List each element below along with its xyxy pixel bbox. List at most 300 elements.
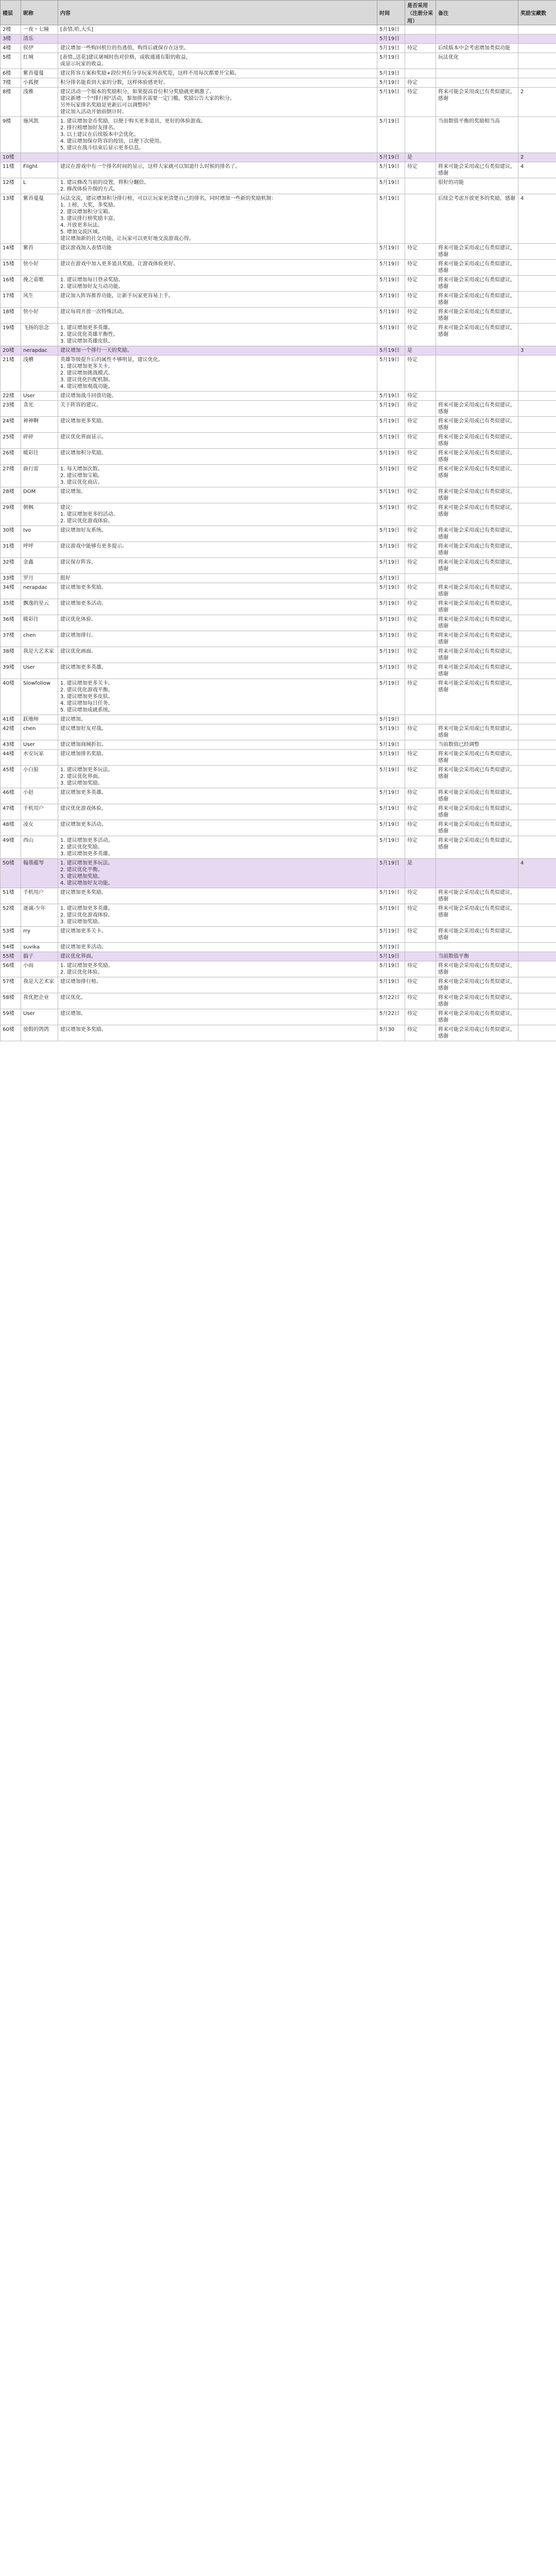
cell-reward xyxy=(518,977,556,993)
cell-content: 建议增加。 xyxy=(58,715,377,724)
cell-note: 将来可能会采用或已有类似建议，感谢 xyxy=(436,401,518,417)
cell-content: 1. 建议增加更多玩法。 2. 建议优化平衡。 3. 建议增加奖励。 4. 建议增加好友功能。 xyxy=(58,859,377,888)
cell-note: 将来可能会采用或已有类似建议，感谢 xyxy=(436,449,518,465)
cell-adopted: 待定 xyxy=(405,433,436,449)
table-row xyxy=(1,1009,556,1025)
table-row xyxy=(1,943,556,952)
cell-note: 将来可能会采用或已有类似建议，感谢 xyxy=(436,631,518,647)
cell-adopted: 待定 xyxy=(405,927,436,943)
cell-time: 5月19日 xyxy=(377,904,405,927)
cell-note: 玩法优化 xyxy=(436,53,518,69)
table-row xyxy=(1,740,556,750)
cell-content: 1. 建议增加每日登录奖励。 2. 建议增加好友互动功能。 xyxy=(58,276,377,292)
cell-note: 很好的功能 xyxy=(436,178,518,194)
table-row xyxy=(1,1025,556,1041)
cell-adopted: 待定 xyxy=(405,583,436,599)
cell-nickname: DOM xyxy=(21,487,58,503)
table-row xyxy=(1,355,556,392)
cell-nickname: 手机用户 xyxy=(21,804,58,820)
cell-nickname: Ivo xyxy=(21,526,58,542)
cell-floor: 14楼 xyxy=(1,244,21,260)
cell-adopted: 待定 xyxy=(405,162,436,178)
cell-note: 将来可能会采用或已有类似建议，感谢 xyxy=(436,663,518,679)
cell-note: 将来可能会采用或已有类似建议，感谢 xyxy=(436,526,518,542)
cell-floor: 11楼 xyxy=(1,162,21,178)
cell-floor: 51楼 xyxy=(1,888,21,904)
cell-floor: 33楼 xyxy=(1,574,21,583)
header-nickname: 昵称 xyxy=(21,1,58,25)
cell-note: 将来可能会采用或已有类似建议，感谢 xyxy=(436,292,518,308)
cell-time: 5月19日 xyxy=(377,574,405,583)
cell-time: 5月19日 xyxy=(377,308,405,324)
cell-note: 当前数值平衡的奖励相当高 xyxy=(436,117,518,153)
cell-reward xyxy=(518,820,556,836)
cell-note: 将来可能会采用或已有类似建议，感谢 xyxy=(436,820,518,836)
cell-content: 1. 建议增加更多英雄。 2. 建议优化游戏体验。 3. 建议增加奖励。 xyxy=(58,904,377,927)
table-row xyxy=(1,44,556,53)
cell-reward xyxy=(518,25,556,35)
cell-content: 玩法交流，建议增加积分排行榜，可以让玩家更清楚自己的排名，同时增加一些新的奖励机制： 1. 上榜，大奖，多奖励。 2. 建议增加积分宝箱。 3. 建议排行榜奖励丰富。 4. 开放更多玩法。 5. 增加交流区域。 建议增加新的社交功能，让玩家可以更好地交流游戏心得。 xyxy=(58,194,377,244)
cell-reward xyxy=(518,663,556,679)
cell-content: [表情,,送花]建议屠城时伤对价格，或收通通有限的收益， 或显示玩家的收益。 xyxy=(58,53,377,69)
cell-content: 建议增加更多奖励。 xyxy=(58,417,377,433)
cell-reward xyxy=(518,53,556,69)
cell-nickname: 曲行雷 xyxy=(21,465,58,487)
cell-adopted: 待定 xyxy=(405,804,436,820)
table-row xyxy=(1,631,556,647)
table-row xyxy=(1,433,556,449)
cell-floor: 57楼 xyxy=(1,977,21,993)
cell-note xyxy=(436,346,518,355)
cell-adopted: 待定 xyxy=(405,820,436,836)
table-row xyxy=(1,615,556,631)
cell-time: 5月19日 xyxy=(377,292,405,308)
cell-adopted: 是 xyxy=(405,153,436,162)
cell-note: 将来可能会采用或已有类似建议，感谢 xyxy=(436,615,518,631)
cell-time: 5月19日 xyxy=(377,663,405,679)
cell-adopted: 待定 xyxy=(405,417,436,433)
cell-floor: 24楼 xyxy=(1,417,21,433)
cell-adopted: 待定 xyxy=(405,487,436,503)
table-row xyxy=(1,487,556,503)
cell-reward xyxy=(518,401,556,417)
cell-nickname: 暖彩往 xyxy=(21,449,58,465)
cell-time: 5月19日 xyxy=(377,715,405,724)
cell-note: 将来可能会采用或已有类似建议，感谢 xyxy=(436,276,518,292)
cell-content: 建议增加更多奖励。 xyxy=(58,888,377,904)
cell-content: 建议增加积分奖励。 xyxy=(58,449,377,465)
cell-content: 建议增加。 xyxy=(58,487,377,503)
cell-content: 建议增加更多活动。 xyxy=(58,599,377,615)
cell-time: 5月19日 xyxy=(377,952,405,961)
table-row xyxy=(1,292,556,308)
table-row xyxy=(1,244,556,260)
cell-nickname: Flight xyxy=(21,162,58,178)
cell-adopted: 待定 xyxy=(405,615,436,631)
cell-nickname: Slowfollow xyxy=(21,679,58,715)
table-row xyxy=(1,952,556,961)
cell-time: 5月19日 xyxy=(377,583,405,599)
cell-adopted: 待定 xyxy=(405,888,436,904)
cell-nickname: 小雨 xyxy=(21,961,58,977)
cell-time: 5月19日 xyxy=(377,836,405,859)
table-row xyxy=(1,260,556,276)
cell-note: 将来可能会采用或已有类似建议，感谢 xyxy=(436,1009,518,1025)
cell-content: 建议增加一些购回机位的伤逃值，购得后就保存在这里。 xyxy=(58,44,377,53)
cell-content: 建议增加排名奖励。 xyxy=(58,750,377,766)
header-adopted: 是否采用（注册分采用） xyxy=(405,1,436,25)
cell-adopted: 待定 xyxy=(405,647,436,663)
table-row xyxy=(1,153,556,162)
table-row xyxy=(1,117,556,153)
cell-adopted: 待定 xyxy=(405,977,436,993)
cell-adopted: 待定 xyxy=(405,526,436,542)
cell-time: 5月19日 xyxy=(377,35,405,44)
cell-floor: 26楼 xyxy=(1,449,21,465)
cell-adopted: 待定 xyxy=(405,276,436,292)
cell-content: 积分排名能看到大家的分数，这样体验感更好。 xyxy=(58,78,377,88)
table-row xyxy=(1,346,556,355)
cell-adopted: 待定 xyxy=(405,355,436,392)
cell-nickname: User xyxy=(21,740,58,750)
cell-reward: 2 xyxy=(518,88,556,117)
cell-content: 建议增加战斗回放功能。 xyxy=(58,392,377,401)
cell-time: 5月19日 xyxy=(377,859,405,888)
cell-time: 5月19日 xyxy=(377,78,405,88)
cell-content: 建议增加好友对战。 xyxy=(58,724,377,740)
cell-note xyxy=(436,859,518,888)
cell-content: 建议增加更多活动。 xyxy=(58,943,377,952)
table-row xyxy=(1,542,556,558)
cell-adopted: 待定 xyxy=(405,244,436,260)
table-row xyxy=(1,820,556,836)
cell-note: 将来可能会采用或已有类似建议，感谢 xyxy=(436,766,518,788)
cell-time: 5月19日 xyxy=(377,977,405,993)
cell-floor: 39楼 xyxy=(1,663,21,679)
cell-note: 将来可能会采用或已有类似建议，感谢 xyxy=(436,487,518,503)
table-row xyxy=(1,804,556,820)
table-row xyxy=(1,599,556,615)
cell-reward xyxy=(518,631,556,647)
cell-adopted xyxy=(405,25,436,35)
cell-adopted: 待定 xyxy=(405,292,436,308)
cell-time: 5月19日 xyxy=(377,417,405,433)
cell-nickname: L xyxy=(21,178,58,194)
cell-reward xyxy=(518,836,556,859)
cell-adopted: 待定 xyxy=(405,1025,436,1041)
cell-note: 将来可能会采用或已有类似建议，感谢 xyxy=(436,750,518,766)
cell-nickname: 小白狼 xyxy=(21,766,58,788)
cell-content: 1. 建议增加更多英雄。 2. 建议优化英雄平衡性。 3. 建议增加英雄皮肤。 xyxy=(58,324,377,346)
cell-content: 1. 建议修改当前的设置，将积分翻倍。 2. 修改体验升级的方式。 xyxy=(58,178,377,194)
cell-content: 建议增加更多关卡。 xyxy=(58,927,377,943)
table-row xyxy=(1,859,556,888)
cell-time: 5月19日 xyxy=(377,53,405,69)
cell-note xyxy=(436,69,518,78)
cell-time: 5月19日 xyxy=(377,927,405,943)
cell-floor: 4楼 xyxy=(1,44,21,53)
cell-floor: 48楼 xyxy=(1,820,21,836)
cell-note: 将来可能会采用或已有类似建议，感谢 xyxy=(436,1025,518,1041)
cell-nickname: 逐诚-少年 xyxy=(21,904,58,927)
cell-reward xyxy=(518,647,556,663)
cell-time: 5月19日 xyxy=(377,647,405,663)
cell-content: 建议活动一个版本的奖励积分，如果提高首位积分奖励就更刺激了。 建议新增一个"排行榜"活动，参加排名需要一定门槛，奖励公告大家的积分。 另外玩家排名奖励是更新后可以调整吗？ 建议加入活动开始前倒计时。 xyxy=(58,88,377,117)
cell-time: 5月19日 xyxy=(377,117,405,153)
table-row xyxy=(1,750,556,766)
table-row xyxy=(1,679,556,715)
table-row xyxy=(1,69,556,78)
cell-reward xyxy=(518,615,556,631)
cell-content: 1. 建议增加更多奖励。 2. 建议优化体验。 xyxy=(58,961,377,977)
cell-content xyxy=(58,35,377,44)
cell-reward xyxy=(518,599,556,615)
cell-time: 5月19日 xyxy=(377,558,405,574)
cell-note: 将来可能会采用或已有类似建议，感谢 xyxy=(436,417,518,433)
cell-time: 5月19日 xyxy=(377,355,405,392)
cell-reward xyxy=(518,392,556,401)
table-row xyxy=(1,836,556,859)
cell-floor: 56楼 xyxy=(1,961,21,977)
header-note: 备注 xyxy=(436,1,518,25)
cell-note: 将来可能会采用或已有类似建议，感谢 xyxy=(436,465,518,487)
cell-floor: 19楼 xyxy=(1,324,21,346)
cell-note: 将来可能会采用或已有类似建议，感谢 xyxy=(436,904,518,927)
cell-nickname: 侯伊 xyxy=(21,44,58,53)
cell-note: 将来可能会采用或已有类似建议，感谢 xyxy=(436,542,518,558)
table-row xyxy=(1,904,556,927)
cell-adopted xyxy=(405,117,436,153)
table-row xyxy=(1,647,556,663)
cell-content: 建议游戏加入表情功能 xyxy=(58,244,377,260)
cell-time: 5月19日 xyxy=(377,631,405,647)
cell-nickname: 我是大艺术家 xyxy=(21,977,58,993)
cell-nickname: 朝枫 xyxy=(21,503,58,526)
cell-note xyxy=(436,25,518,35)
table-row xyxy=(1,276,556,292)
cell-reward xyxy=(518,993,556,1009)
table-row xyxy=(1,162,556,178)
cell-nickname: 浅雅 xyxy=(21,88,58,117)
cell-time: 5月19日 xyxy=(377,153,405,162)
cell-time: 5月19日 xyxy=(377,766,405,788)
cell-reward xyxy=(518,178,556,194)
cell-floor: 9楼 xyxy=(1,117,21,153)
cell-nickname: 一夜・七瞳 xyxy=(21,25,58,35)
cell-note: 将来可能会采用或已有类似建议，感谢 xyxy=(436,558,518,574)
cell-note: 将来可能会采用或已有类似建议，感谢 xyxy=(436,503,518,526)
table-row xyxy=(1,724,556,740)
cell-content: 建议增加。 xyxy=(58,1009,377,1025)
cell-adopted: 待定 xyxy=(405,260,436,276)
cell-adopted: 待定 xyxy=(405,308,436,324)
cell-time: 5月19日 xyxy=(377,740,405,750)
cell-floor: 41楼 xyxy=(1,715,21,724)
cell-content: 1. 建议增加更多活动。 2. 建议优化奖励。 3. 建议增加更多英雄。 xyxy=(58,836,377,859)
cell-floor: 20楼 xyxy=(1,346,21,355)
cell-reward: 4 xyxy=(518,162,556,178)
cell-floor: 53楼 xyxy=(1,927,21,943)
cell-floor: 22楼 xyxy=(1,392,21,401)
cell-adopted: 是 xyxy=(405,859,436,888)
cell-reward xyxy=(518,35,556,44)
header-content: 内容 xyxy=(58,1,377,25)
cell-nickname: 紫苔蔓蔓 xyxy=(21,194,58,244)
cell-reward xyxy=(518,355,556,392)
cell-content: 建议增加更多活动。 xyxy=(58,820,377,836)
cell-reward xyxy=(518,276,556,292)
cell-note: 当前数值平衡 xyxy=(436,952,518,961)
cell-content: 建议增加排行榜。 xyxy=(58,977,377,993)
cell-nickname: 快小好 xyxy=(21,260,58,276)
cell-reward xyxy=(518,558,556,574)
cell-time: 5月22日 xyxy=(377,1009,405,1025)
cell-nickname: 飞扬的思念 xyxy=(21,324,58,346)
cell-content: 1. 每天增加次数。 2. 建议增加宝箱。 3. 建议优化商店。 xyxy=(58,465,377,487)
cell-time: 5月19日 xyxy=(377,25,405,35)
cell-time: 5月19日 xyxy=(377,392,405,401)
cell-floor: 47楼 xyxy=(1,804,21,820)
cell-note: 将来可能会采用或已有类似建议，感谢 xyxy=(436,977,518,993)
cell-reward xyxy=(518,574,556,583)
cell-reward xyxy=(518,724,556,740)
cell-adopted: 待定 xyxy=(405,558,436,574)
cell-note xyxy=(436,392,518,401)
cell-floor: 50楼 xyxy=(1,859,21,888)
table-row xyxy=(1,449,556,465)
cell-reward xyxy=(518,542,556,558)
cell-note: 将来可能会采用或已有类似建议，感谢 xyxy=(436,724,518,740)
cell-time: 5月19日 xyxy=(377,961,405,977)
cell-floor: 28楼 xyxy=(1,487,21,503)
cell-nickname: 凌女 xyxy=(21,820,58,836)
table-row xyxy=(1,25,556,35)
cell-note: 后续会考虑开放更多的奖励，感谢 xyxy=(436,194,518,244)
cell-adopted: 待定 xyxy=(405,324,436,346)
cell-floor: 29楼 xyxy=(1,503,21,526)
cell-nickname: 施风凯 xyxy=(21,117,58,153)
cell-nickname: 水安玩家 xyxy=(21,750,58,766)
table-row xyxy=(1,308,556,324)
cell-time: 5月19日 xyxy=(377,433,405,449)
cell-adopted xyxy=(405,35,436,44)
cell-adopted xyxy=(405,952,436,961)
cell-time: 5月19日 xyxy=(377,679,405,715)
cell-reward: 4 xyxy=(518,859,556,888)
cell-adopted: 待定 xyxy=(405,392,436,401)
cell-floor: 3楼 xyxy=(1,35,21,44)
cell-reward xyxy=(518,1009,556,1025)
cell-floor: 36楼 xyxy=(1,615,21,631)
table-row xyxy=(1,993,556,1009)
cell-reward xyxy=(518,788,556,804)
cell-nickname: 神神啊 xyxy=(21,417,58,433)
cell-nickname: 呼呼 xyxy=(21,542,58,558)
cell-adopted: 待定 xyxy=(405,631,436,647)
table-body xyxy=(1,25,556,1041)
cell-reward xyxy=(518,583,556,599)
cell-time: 5月19日 xyxy=(377,820,405,836)
cell-floor: 10楼 xyxy=(1,153,21,162)
cell-content: 建议优化界面显示。 xyxy=(58,433,377,449)
header-floor: 楼层 xyxy=(1,1,21,25)
header-reward: 奖励宝藏数 xyxy=(518,1,556,25)
cell-nickname: 小狐狸 xyxy=(21,78,58,88)
cell-floor: 23楼 xyxy=(1,401,21,417)
cell-nickname: 跃地师 xyxy=(21,715,58,724)
cell-nickname: 挽之茹歌 xyxy=(21,276,58,292)
cell-note: 将来可能会采用或已有类似建议，感谢 xyxy=(436,244,518,260)
cell-nickname: 红城 xyxy=(21,53,58,69)
cell-nickname: 西山 xyxy=(21,836,58,859)
cell-nickname: 暖彩往 xyxy=(21,615,58,631)
cell-reward xyxy=(518,117,556,153)
table-row xyxy=(1,526,556,542)
cell-floor: 58楼 xyxy=(1,993,21,1009)
cell-reward xyxy=(518,433,556,449)
cell-note xyxy=(436,78,518,88)
cell-floor: 35楼 xyxy=(1,599,21,615)
cell-reward xyxy=(518,308,556,324)
cell-note: 将来可能会采用或已有类似建议，感谢 xyxy=(436,162,518,178)
cell-adopted: 待定 xyxy=(405,724,436,740)
cell-adopted: 待定 xyxy=(405,503,436,526)
cell-note: 将来可能会采用或已有类似建议，感谢 xyxy=(436,583,518,599)
cell-floor: 8楼 xyxy=(1,88,21,117)
cell-content: 建议加入阵容推荐功能，让新手玩家更容易上手。 xyxy=(58,292,377,308)
cell-note: 将来可能会采用或已有类似建议，感谢 xyxy=(436,308,518,324)
header-row xyxy=(1,1,556,25)
cell-floor: 40楼 xyxy=(1,679,21,715)
cell-time: 5月19日 xyxy=(377,487,405,503)
cell-content: 建议增加好友系统。 xyxy=(58,526,377,542)
cell-nickname: 小赵 xyxy=(21,788,58,804)
cell-content: 建议增加一个排行一天的奖励。 xyxy=(58,346,377,355)
cell-note: 将来可能会采用或已有类似建议，感谢 xyxy=(436,679,518,715)
cell-floor: 5楼 xyxy=(1,53,21,69)
cell-reward: 4 xyxy=(518,194,556,244)
cell-floor: 6楼 xyxy=(1,69,21,78)
cell-floor: 52楼 xyxy=(1,904,21,927)
cell-adopted: 待定 xyxy=(405,88,436,117)
cell-adopted xyxy=(405,194,436,244)
table-row xyxy=(1,927,556,943)
cell-adopted: 待定 xyxy=(405,599,436,615)
cell-nickname: 手机用户 xyxy=(21,888,58,904)
cell-adopted: 待定 xyxy=(405,449,436,465)
cell-time: 5月19日 xyxy=(377,542,405,558)
cell-reward xyxy=(518,487,556,503)
cell-time: 5月19日 xyxy=(377,503,405,526)
cell-nickname: 贪光 xyxy=(21,401,58,417)
cell-floor: 18楼 xyxy=(1,308,21,324)
cell-adopted: 待定 xyxy=(405,993,436,1009)
cell-floor: 17楼 xyxy=(1,292,21,308)
cell-adopted: 待定 xyxy=(405,788,436,804)
cell-nickname: 快小好 xyxy=(21,308,58,324)
cell-nickname: 浅槽 xyxy=(21,355,58,392)
cell-nickname: nerapdac xyxy=(21,583,58,599)
cell-adopted xyxy=(405,574,436,583)
cell-reward xyxy=(518,417,556,433)
cell-content: 建议保存阵容。 xyxy=(58,558,377,574)
cell-adopted xyxy=(405,740,436,750)
cell-time: 5月19日 xyxy=(377,401,405,417)
cell-time: 5月19日 xyxy=(377,260,405,276)
cell-floor: 27楼 xyxy=(1,465,21,487)
cell-adopted: 是 xyxy=(405,346,436,355)
cell-time: 5月22日 xyxy=(377,993,405,1009)
